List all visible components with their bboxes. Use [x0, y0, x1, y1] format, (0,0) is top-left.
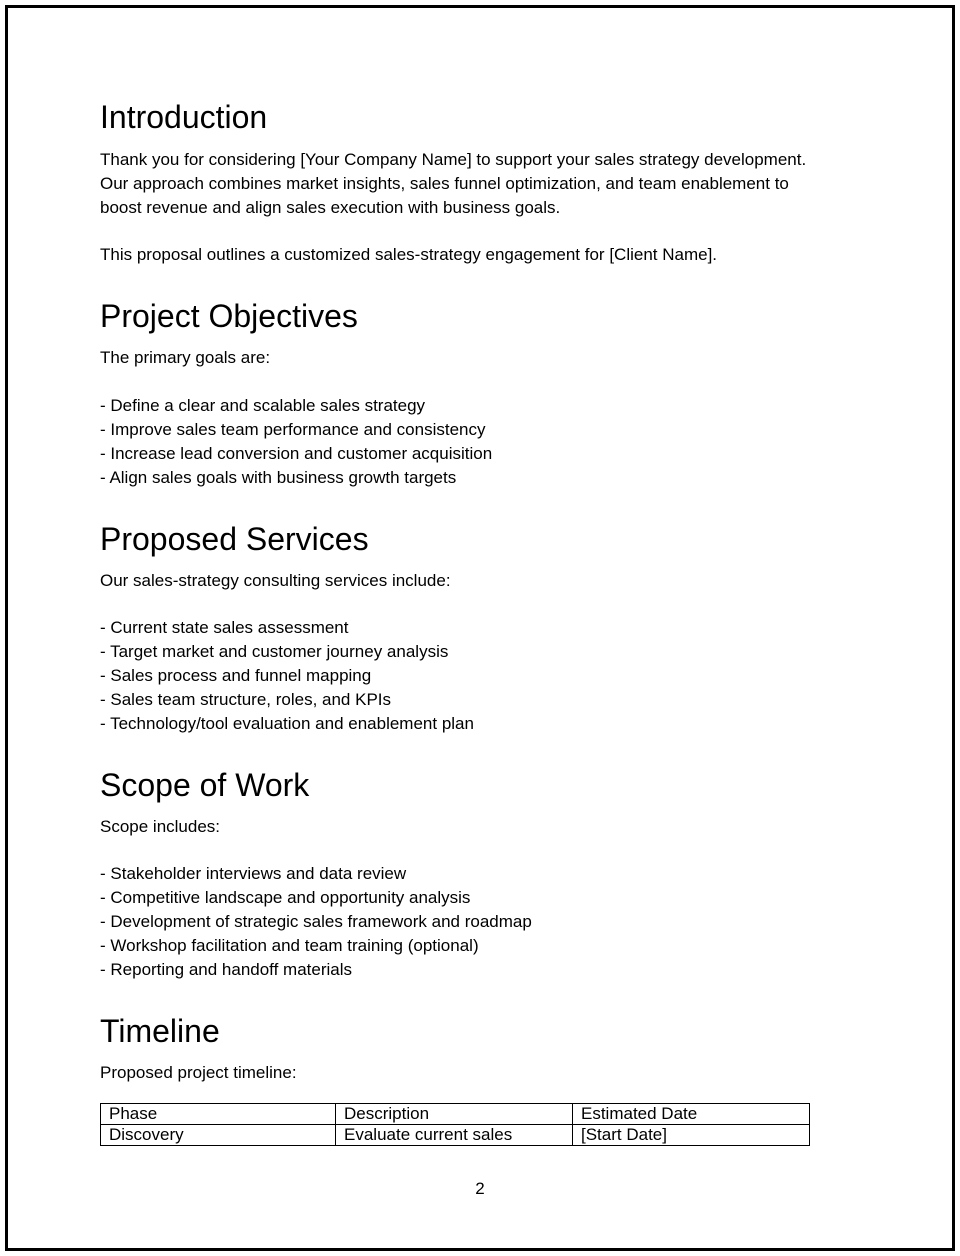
- column-header-estimated-date: Estimated Date: [573, 1104, 810, 1125]
- list-item: - Competitive landscape and opportunity analysis: [100, 888, 471, 907]
- list-item: - Define a clear and scalable sales strategy: [100, 396, 426, 415]
- page-number: 2: [475, 1179, 485, 1198]
- objectives-intro: The primary goals are:: [100, 348, 271, 367]
- list-item: - Sales process and funnel mapping: [100, 666, 372, 685]
- list-item: - Reporting and handoff materials: [100, 960, 353, 979]
- scope-list: [100, 862, 532, 982]
- introduction-heading: Introduction: [100, 99, 268, 135]
- table-row: [101, 1125, 810, 1146]
- introduction-outline: This proposal outlines a customized sales-strategy engagement for [Client Name].: [100, 245, 718, 264]
- document-page: [5, 5, 955, 1251]
- scope-intro: Scope includes:: [100, 817, 221, 836]
- introduction-line: boost revenue and align sales execution with business goals.: [100, 198, 561, 217]
- column-header-phase: Phase: [101, 1104, 336, 1125]
- timeline-table: [100, 1103, 810, 1146]
- list-item: - Technology/tool evaluation and enablement plan: [100, 714, 474, 733]
- list-item: - Workshop facilitation and team training (optional): [100, 936, 479, 955]
- timeline-intro: Proposed project timeline:: [100, 1063, 297, 1082]
- objectives-heading: Project Objectives: [100, 298, 358, 334]
- table-cell-description: Evaluate current sales: [336, 1125, 573, 1146]
- column-header-description: Description: [336, 1104, 573, 1125]
- list-item: - Development of strategic sales framework and roadmap: [100, 912, 532, 931]
- list-item: - Increase lead conversion and customer acquisition: [100, 444, 493, 463]
- list-item: - Sales team structure, roles, and KPIs: [100, 690, 392, 709]
- list-item: - Improve sales team performance and consistency: [100, 420, 486, 439]
- introduction-line: Thank you for considering [Your Company Name] to support your sales strategy development.: [100, 150, 807, 169]
- introduction-line: Our approach combines market insights, sales funnel optimization, and team enablement to: [100, 174, 789, 193]
- list-item: - Current state sales assessment: [100, 618, 349, 637]
- table-cell-phase: Discovery: [101, 1125, 336, 1146]
- services-list: [100, 616, 474, 736]
- timeline-heading: Timeline: [100, 1013, 220, 1049]
- table-header-row: [101, 1104, 810, 1125]
- objectives-list: [100, 394, 492, 490]
- table-cell-estimated-date: [Start Date]: [573, 1125, 810, 1146]
- scope-heading: Scope of Work: [100, 767, 310, 803]
- list-item: - Stakeholder interviews and data review: [100, 864, 407, 883]
- services-heading: Proposed Services: [100, 521, 369, 557]
- list-item: - Target market and customer journey analysis: [100, 642, 449, 661]
- list-item: - Align sales goals with business growth targets: [100, 468, 457, 487]
- services-intro: Our sales-strategy consulting services include:: [100, 571, 451, 590]
- introduction-paragraph: [100, 148, 806, 220]
